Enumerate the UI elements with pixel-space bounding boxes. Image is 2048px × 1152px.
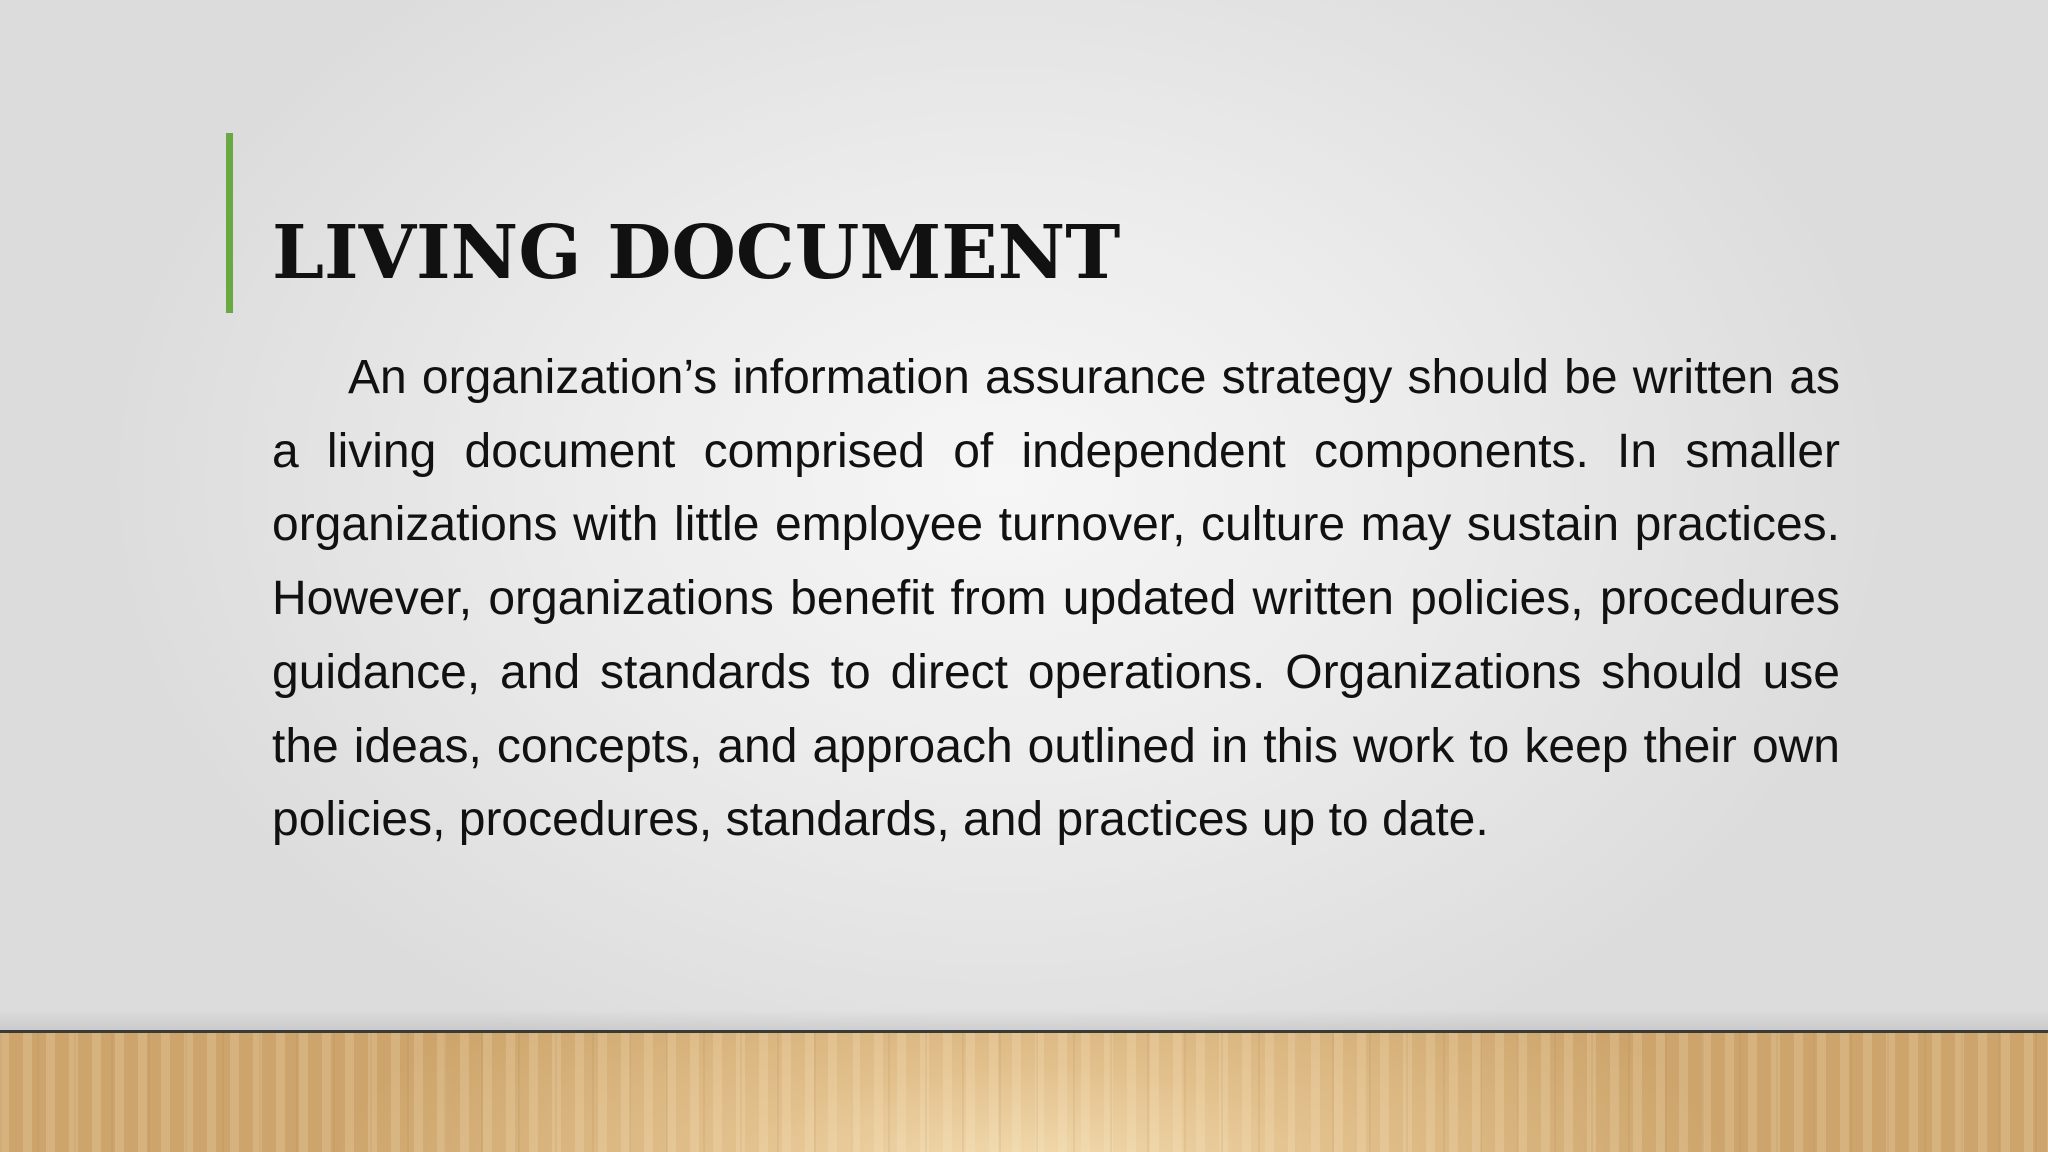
wood-floor-background <box>0 1030 2048 1152</box>
slide-body-text: An organization’s information assurance strategy should be written as a living document comprised of independent components. In smaller organizations with little employee turnover, culture may sustain practices. However, organizations benefit from updated written policies, procedures guidance, and standards to direct operations. Organizations should use the ideas, concepts, and approach outlined in this work to keep their own policies, procedures, standards, and practices up to date. <box>272 351 1840 847</box>
title-accent-bar <box>226 133 233 313</box>
slide-title: LIVING DOCUMENT <box>272 210 1121 296</box>
wall-shadow <box>0 1010 2048 1030</box>
